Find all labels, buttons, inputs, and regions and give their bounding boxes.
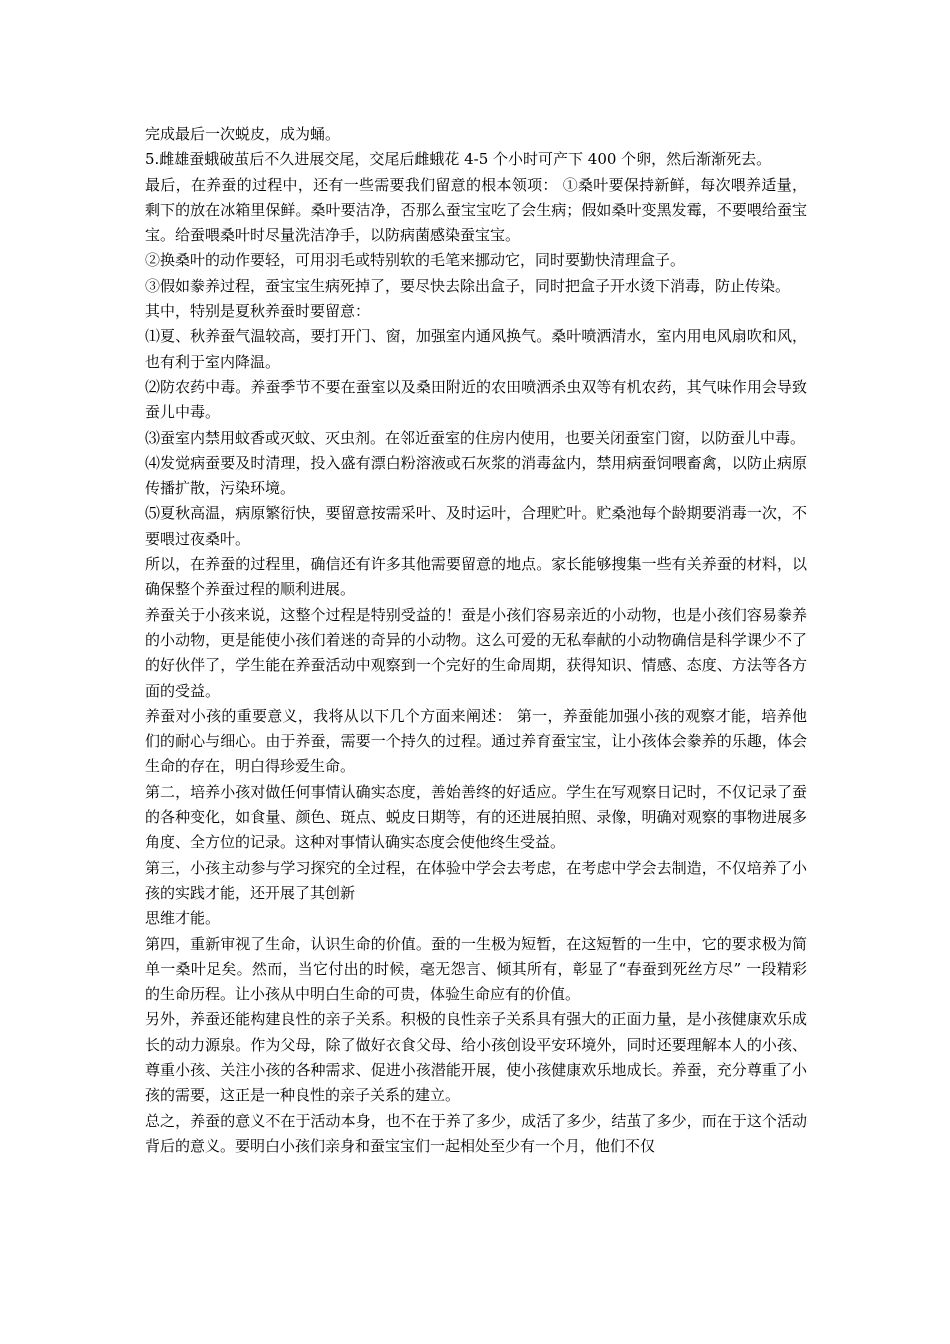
paragraph-moth-mating: 5.雌雄蚕蛾破茧后不久进展交尾，交尾后雌蛾花 4-5 个小时可产下 400 个卵，然后渐渐死去。 <box>145 150 772 169</box>
paragraph-parent-materials: 所以，在养蚕的过程里，确信还有许多其他需要留意的地点。家长能够搜集一些有关养蚕的材料，以确保整个养蚕过程的顺利进展。 <box>145 555 807 599</box>
paragraph-sick-silkworm: ③假如豢养过程，蚕宝宝生病死掉了，要尽快去除出盒子，同时把盒子开水烫下消毒，防止传染。 <box>145 276 791 295</box>
paragraph-ventilation: ⑴夏、秋养蚕气温较高，要打开门、窗，加强室内通风换气。桑叶喷洒清水，室内用电风扇吹和风，也有利于室内降温。 <box>145 327 807 371</box>
paragraph-summer-autumn-intro: 其中，特别是夏秋养蚕时要留意： <box>145 302 371 321</box>
document-body <box>145 122 807 1159</box>
paragraph-third-point: 第三，小孩主动参与学习探究的全过程，在体验中学会去考虑，在考虑中学会去制造，不仅培养了小孩的实践才能，还开展了其创新 <box>145 858 807 902</box>
paragraph-change-leaves: ②换桑叶的动作要轻，可用羽毛或特别软的毛笔来挪动它，同时要勤快清理盒子。 <box>145 251 686 270</box>
paragraph-disinfection: ⑷发觉病蚕要及时清理，投入盛有漂白粉溶液或石灰浆的消毒盆内，禁用病蚕饲喂畜禽，以防止病原传播扩散，污染环境。 <box>145 453 807 498</box>
paragraph-benefits: 养蚕关于小孩来说，这整个过程是特别受益的！蚕是小孩们容易亲近的小动物，也是小孩们容易豢养的小动物，更是能使小孩们着迷的奇异的小动物。这么可爱的无私奉献的小动物确信是科学课少不了的好伙伴了，学生能在养蚕活动中观察到一个完好的生命周期，获得知识、情感、态度、方法等各方面的受益。 <box>145 605 807 700</box>
paragraph-first-point: 养蚕对小孩的重要意义，我将从以下几个方面来阐述： 第一，养蚕能加强小孩的观察才能，培养他们的耐心与细心。由于养蚕，需要一个持久的过程。通过养育蚕宝宝，让小孩体会豢养的乐趣，体会生命的存在，明白得珍爱生命。 <box>145 706 807 776</box>
paragraph-parent-child: 另外，养蚕还能构建良性的亲子关系。积极的良性亲子关系具有强大的正面力量，是小孩健康欢乐成长的动力源泉。作为父母，除了做好衣食父母、给小孩创设平安环境外，同时还要理解本人的小孩、尊重小孩、关注小孩的各种需求、促进小孩潜能开展，使小孩健康欢乐地成长。养蚕，充分尊重了小孩的需要，这正是一种良性的亲子关系的建立。 <box>145 1010 807 1105</box>
paragraph-pupation: 完成最后一次蜕皮，成为蛹。 <box>145 125 341 143</box>
paragraph-care-notes: 最后，在养蚕的过程中，还有一些需要我们留意的根本领项： ①桑叶要保持新鲜，每次喂养适量，剩下的放在冰箱里保鲜。桑叶要洁净，否那么蚕宝宝吃了会生病；假如桑叶变黑发霉，不要喂给蚕宝宝。给蚕喂桑叶时尽量洗洁净手，以防病菌感染蚕宝宝。 <box>145 175 807 245</box>
paragraph-pesticide: ⑵防农药中毒。养蚕季节不要在蚕室以及桑田附近的农田喷洒杀虫双等有机农药，其气味作用会导致蚕儿中毒。 <box>145 377 807 422</box>
paragraph-second-point: 第二，培养小孩对做任何事情认确实态度，善始善终的好适应。学生在写观察日记时，不仅记录了蚕的各种变化，如食量、颜色、斑点、蜕皮日期等，有的还进展拍照、录像，明确对观察的事物进展多角度、全方位的记录。这种对事情认确实态度会使他终生受益。 <box>145 782 807 852</box>
paragraph-mosquito-coil: ⑶蚕室内禁用蚊香或灭蚊、灭虫剂。在邻近蚕室的住房内使用，也要关闭蚕室门窗，以防蚕儿中毒。 <box>145 428 806 447</box>
paragraph-high-temperature: ⑸夏秋高温，病原繁衍快，要留意按需采叶、及时运叶，合理贮叶。贮桑池每个龄期要消毒一次，不要喂过夜桑叶。 <box>145 504 807 548</box>
paragraph-conclusion: 总之，养蚕的意义不在于活动本身，也不在于养了多少，成活了多少，结茧了多少，而在于这个活动背后的意义。要明白小孩们亲身和蚕宝宝们一起相处至少有一个月，他们不仅 <box>145 1111 807 1155</box>
paragraph-third-point-continued: 思维才能。 <box>145 909 221 928</box>
paragraph-fourth-point: 第四，重新审视了生命，认识生命的价值。蚕的一生极为短暂，在这短暂的一生中，它的要求极为简单一桑叶足矣。然而，当它付出的时候，毫无怨言、倾其所有，彰显了“春蚕到死丝方尽” 一段精彩的生命历程。让小孩从中明白生命的可贵，体验生命应有的价值。 <box>145 934 807 1004</box>
